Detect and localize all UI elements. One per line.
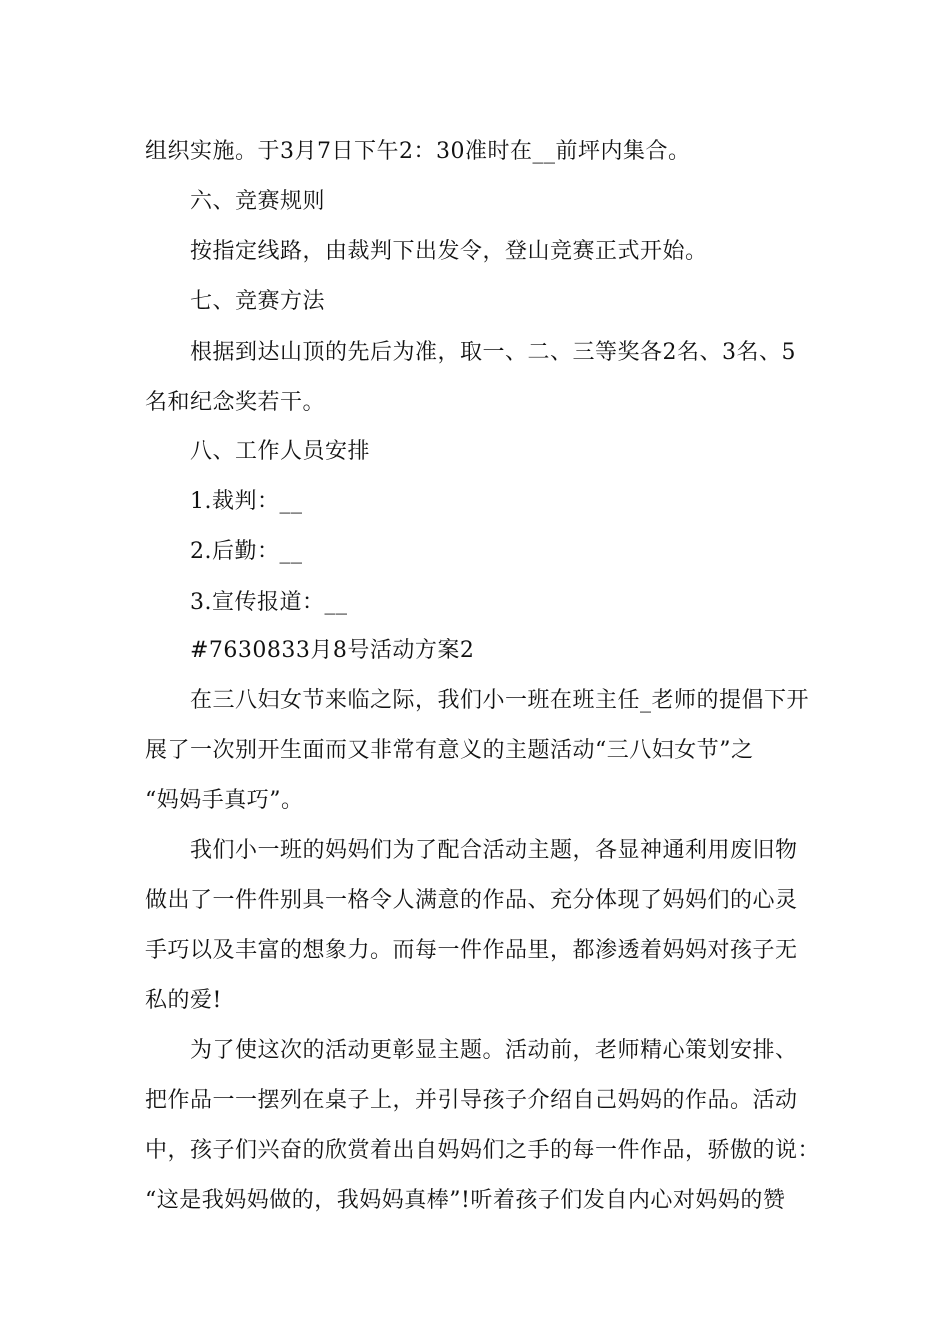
- section-heading-staff: 八、工作人员安排: [190, 439, 371, 464]
- document-subtitle: #7630833月8号活动方案2: [190, 638, 475, 663]
- paragraph-line: 在三八妇女节来临之际，我们小一班在班主任_老师的提倡下开: [190, 688, 810, 713]
- paragraph-line: 名和纪念奖若干。: [145, 390, 326, 415]
- list-item-publicity: 3.宣传报道：__: [190, 590, 348, 615]
- paragraph-line: “妈妈手真巧”。: [145, 788, 304, 813]
- paragraph-line: “这是我妈妈做的，我妈妈真棒”!听着孩子们发自内心对妈妈的赞: [145, 1188, 786, 1213]
- paragraph-line: 为了使这次的活动更彰显主题。活动前，老师精心策划安排、: [190, 1038, 798, 1063]
- section-heading-rules: 六、竞赛规则: [190, 189, 326, 214]
- paragraph-line: 展了一次别开生面而又非常有意义的主题活动“三八妇女节”之: [145, 738, 754, 763]
- paragraph-line: 私的爱!: [145, 988, 222, 1013]
- paragraph-line: 组织实施。于3月7日下午2：30准时在__前坪内集合。: [145, 139, 691, 164]
- paragraph-line: 做出了一件件别具一格令人满意的作品、充分体现了妈妈们的心灵: [145, 888, 798, 913]
- paragraph-line: 中，孩子们兴奋的欣赏着出自妈妈们之手的每一件作品，骄傲的说：: [145, 1138, 821, 1163]
- section-heading-method: 七、竞赛方法: [190, 289, 326, 314]
- list-item-referee: 1.裁判：__: [190, 489, 303, 514]
- paragraph-line: 把作品一一摆列在桌子上，并引导孩子介绍自己妈妈的作品。活动: [145, 1088, 798, 1113]
- list-item-logistics: 2.后勤：__: [190, 539, 303, 564]
- paragraph-line: 根据到达山顶的先后为准，取一、二、三等奖各2名、3名、5: [190, 340, 796, 365]
- paragraph-line: 我们小一班的妈妈们为了配合活动主题，各显神通利用废旧物: [190, 838, 798, 863]
- paragraph-line: 按指定线路，由裁判下出发令，登山竞赛正式开始。: [190, 239, 708, 264]
- paragraph-line: 手巧以及丰富的想象力。而每一件作品里，都渗透着妈妈对孩子无: [145, 938, 798, 963]
